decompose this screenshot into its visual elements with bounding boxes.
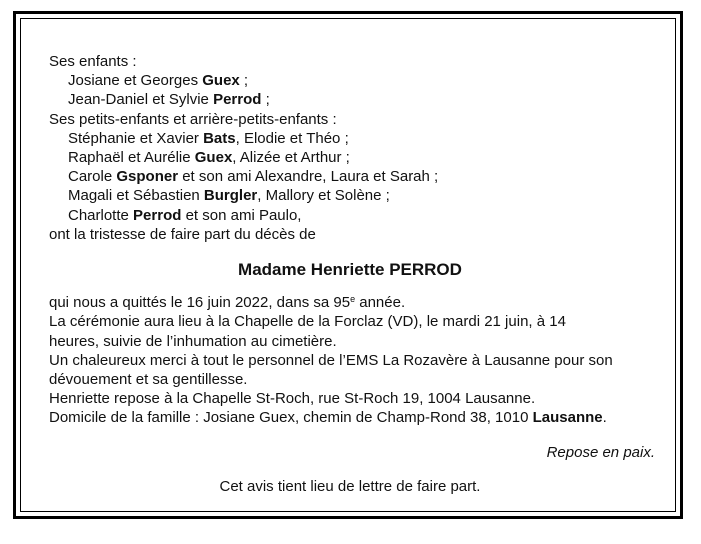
child-line: Jean-Daniel et Sylvie Perrod ;	[68, 91, 270, 109]
announcement-line: ont la tristesse de faire part du décès de	[49, 225, 316, 243]
surname: Gsponer	[116, 168, 179, 186]
rest-location-line: Henriette repose à la Chapelle St-Roch, rue St-Roch 19, 1004 Lausanne.	[49, 390, 536, 408]
family-domicile-line: Domicile de la famille : Josiane Guex, chemin de Champ-Rond 38, 1010 Lausanne.	[49, 409, 607, 427]
grandchild-line: Charlotte Perrod et son ami Paulo,	[68, 206, 302, 224]
ceremony-line-1: La cérémonie aura lieu à la Chapelle de la Forclaz (VD), le mardi 21 juin, à 14	[49, 313, 566, 331]
passing-line: qui nous a quittés le 16 juin 2022, dans sa 95e année.	[49, 294, 406, 312]
grandchild-line: Raphaël et Aurélie Guex, Alizée et Arthur ;	[68, 149, 350, 167]
thanks-line-1: Un chaleureux merci à tout le personnel de l’EMS La Rozavère à Lausanne pour son	[49, 351, 613, 369]
grandchild-line: Stéphanie et Xavier Bats, Elodie et Théo ;	[68, 129, 349, 147]
deceased-name: Madame Henriette PERROD	[238, 260, 462, 280]
surname: Guex	[202, 72, 240, 90]
surname: Bats	[203, 129, 236, 147]
domicile-city: Lausanne	[532, 409, 603, 427]
child-line: Josiane et Georges Guex ;	[68, 72, 249, 90]
death-notice	[49, 52, 659, 496]
thanks-line-2: dévouement et sa gentillesse.	[49, 371, 248, 389]
ceremony-line-2: heures, suivie de l’inhumation au cimetière.	[49, 332, 337, 350]
repose-en-paix: Repose en paix.	[546, 443, 655, 461]
surname: Guex	[194, 149, 233, 167]
grandchildren-intro: Ses petits-enfants et arrière-petits-enfants :	[49, 110, 337, 128]
surname: Burgler	[203, 187, 258, 205]
grandchild-line: Carole Gsponer et son ami Alexandre, Laura et Sarah ;	[68, 168, 439, 186]
grandchild-line: Magali et Sébastien Burgler, Mallory et Solène ;	[68, 187, 390, 205]
footer-note: Cet avis tient lieu de lettre de faire part.	[219, 477, 481, 495]
surname: Perrod	[133, 206, 182, 224]
surname: Perrod	[213, 91, 262, 109]
children-intro: Ses enfants :	[49, 53, 137, 70]
